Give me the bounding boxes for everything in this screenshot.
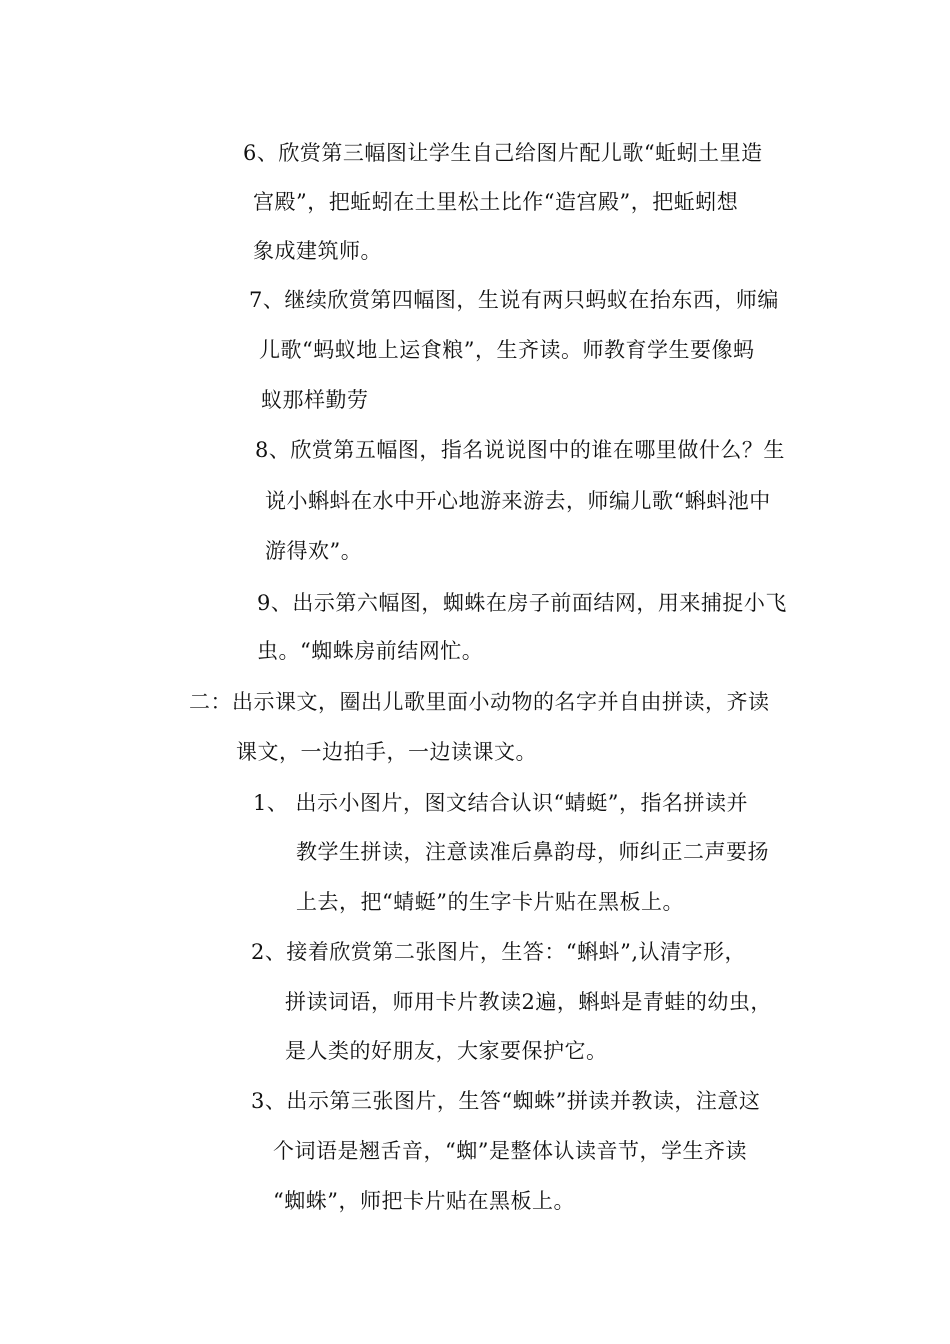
text-line: 拼读词语，师用卡片教读2遍，蝌蚪是青蛙的幼虫， <box>285 990 772 1014</box>
text-line: 1、 出示小图片，图文结合认识“蜻蜓”，指名拼读并 <box>253 791 749 815</box>
text-line: 9、出示第六幅图，蜘蛛在房子前面结网，用来捕捉小飞 <box>257 591 787 615</box>
text-line: 8、欣赏第五幅图，指名说说图中的谁在哪里做什么？生 <box>255 438 785 462</box>
text-line: 课文，一边拍手，一边读课文。 <box>236 740 537 764</box>
text-line: 说小蝌蚪在水中开心地游来游去，师编儿歌“蝌蚪池中 <box>265 489 771 513</box>
text-line: 个词语是翘舌音，“蜘”是整体认读音节，学生齐读 <box>273 1139 747 1163</box>
text-line: 虫。“蜘蛛房前结网忙。 <box>257 639 484 663</box>
text-line: “蜘蛛”，师把卡片贴在黑板上。 <box>273 1189 575 1213</box>
text-line: 蚁那样勤劳 <box>261 388 369 412</box>
text-line: 教学生拼读，注意读准后鼻韵母，师纠正二声要扬 <box>296 840 769 864</box>
text-line: 3、出示第三张图片，生答“蜘蛛”拼读并教读，注意这 <box>251 1089 761 1113</box>
text-line: 游得欢”。 <box>265 539 363 563</box>
text-line: 2、接着欣赏第二张图片，生答：“蝌蚪”,认清字形， <box>251 940 747 964</box>
text-line: 宫殿”，把蚯蚓在土里松土比作“造宫殿”，把蚯蚓想 <box>253 190 739 214</box>
text-line: 6、欣赏第三幅图让学生自己给图片配儿歌“蚯蚓土里造 <box>243 141 763 165</box>
text-line: 象成建筑师。 <box>253 239 382 263</box>
text-line: 是人类的好朋友，大家要保护它。 <box>285 1039 608 1063</box>
text-line: 7、继续欣赏第四幅图，生说有两只蚂蚁在抬东西，师编 <box>249 288 779 312</box>
text-line: 儿歌“蚂蚁地上运食粮”，生齐读。师教育学生要像蚂 <box>259 338 755 362</box>
section-heading-line: 二：出示课文，圈出儿歌里面小动物的名字并自由拼读，齐读 <box>189 690 770 714</box>
text-line: 上去，把“蜻蜓”的生字卡片贴在黑板上。 <box>296 890 684 914</box>
